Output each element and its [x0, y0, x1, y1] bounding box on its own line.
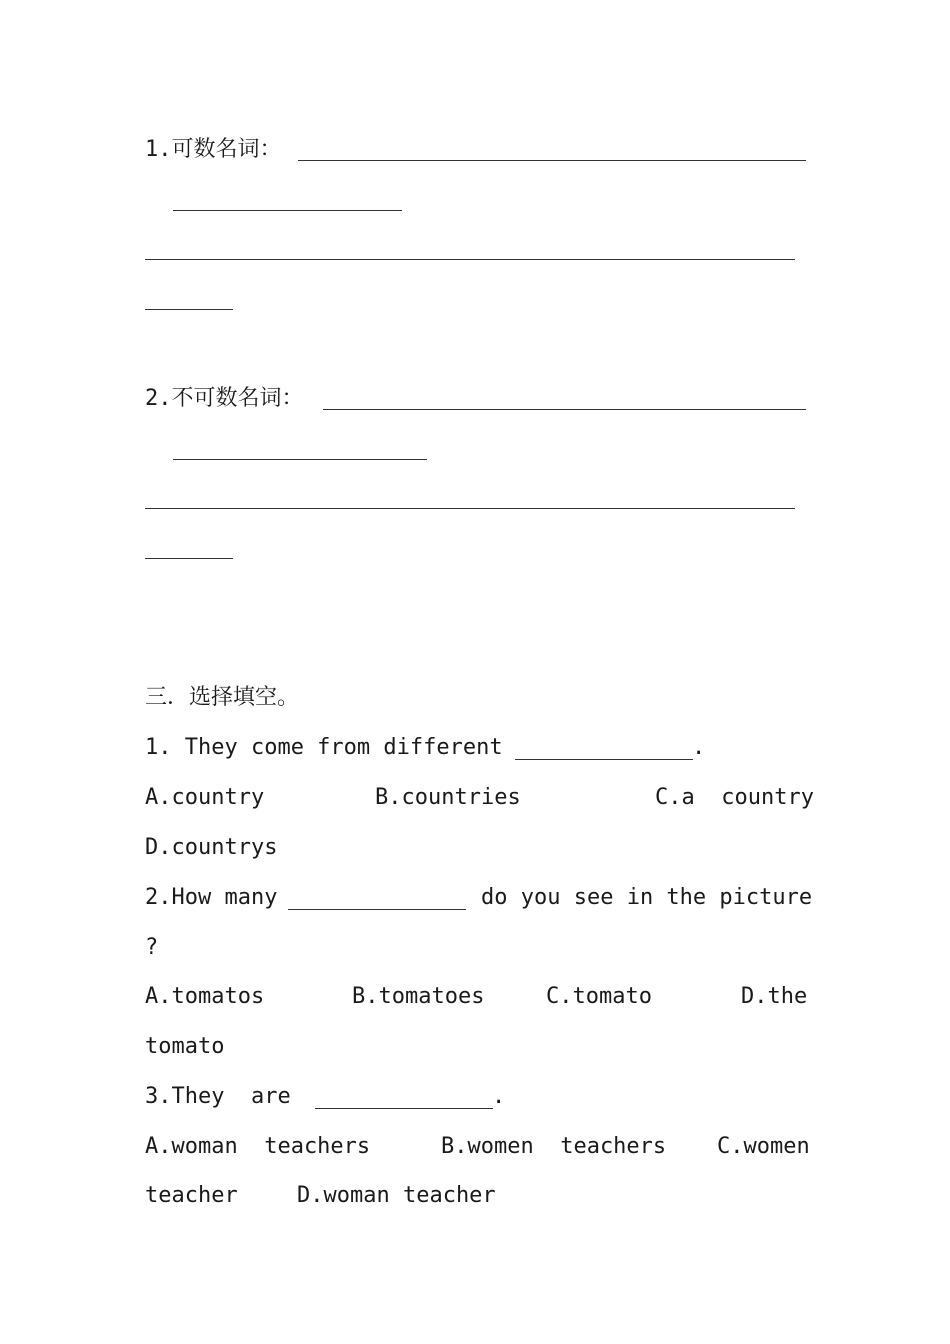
q3-option-b: B.women teachers — [441, 1134, 667, 1159]
q2-option-a: A.tomatos — [145, 984, 265, 1009]
q3-option-d: D.woman teacher — [297, 1183, 496, 1208]
q3-option-c-wrap: teacher — [145, 1183, 238, 1208]
question-3-stem-end: . — [492, 1084, 506, 1109]
q1-option-a: A.country — [145, 785, 265, 810]
q2-option-d: D.the — [741, 984, 808, 1009]
answer-blank — [315, 1108, 493, 1109]
uncountable-nouns-label: 2.不可数名词： — [145, 386, 304, 411]
answer-line — [323, 409, 806, 410]
question-2-stem: 2.How many — [145, 885, 278, 910]
countable-nouns-label: 1.可数名词： — [145, 137, 282, 162]
q3-option-a: A.woman teachers — [145, 1134, 371, 1159]
section-heading: 三．选择填空。 — [145, 685, 300, 710]
answer-blank — [288, 909, 466, 910]
answer-line — [145, 309, 233, 310]
question-1-stem: 1. They come from different — [145, 735, 503, 760]
question-2-stem-end: do you see in the picture — [481, 885, 813, 910]
q1-option-c: C.a country — [655, 785, 814, 810]
answer-line — [173, 459, 427, 460]
q2-option-b: B.tomatoes — [352, 984, 485, 1009]
answer-line — [145, 259, 795, 260]
answer-line — [173, 210, 402, 211]
q1-option-d: D.countrys — [145, 835, 278, 860]
q3-option-c: C.women — [717, 1134, 810, 1159]
question-3-stem: 3.They are — [145, 1084, 291, 1109]
q2-option-d-wrap: tomato — [145, 1034, 225, 1059]
question-1-stem-end: . — [692, 735, 706, 760]
question-2-stem-wrap: ? — [145, 935, 159, 960]
answer-blank — [515, 759, 693, 760]
answer-line — [145, 558, 233, 559]
answer-line — [298, 160, 806, 161]
q1-option-b: B.countries — [375, 785, 521, 810]
q2-option-c: C.tomato — [546, 984, 652, 1009]
answer-line — [145, 508, 795, 509]
